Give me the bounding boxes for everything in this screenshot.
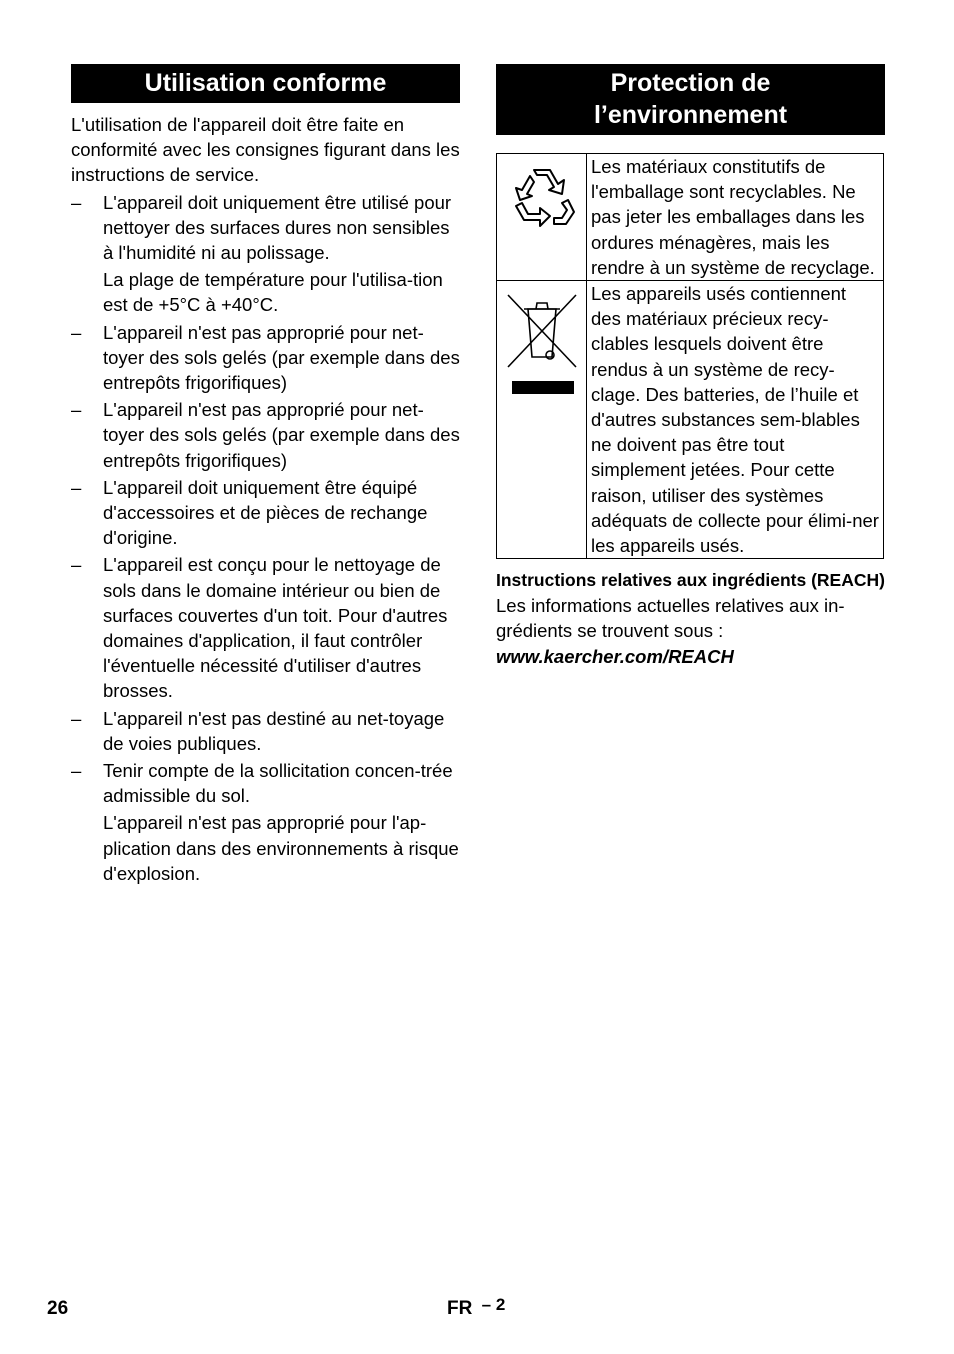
section-page-number: 2 <box>495 1295 506 1314</box>
table-cell-text: Les appareils usés contiennent des matériaux précieux recy-clables lesquels doivent être rendus à un système de recy-clage. Des batteries, de l’huile et d'autres substances sem-blables ne doivent pas être tout simplement jetées. Pour cette raison, utiliser des systèmes adéquats de collecte pour élimi-ner les appareils usés. <box>587 281 884 559</box>
environment-table <box>496 153 884 559</box>
usage-list <box>71 190 460 886</box>
list-item <box>71 190 460 318</box>
list-item <box>71 552 460 703</box>
list-item-text: L'appareil est conçu pour le nettoyage de sols dans le domaine intérieur ou bien de surfaces couvertes d'un toit. Pour d'autres domaines d'application, il faut contrôler l'éventuelle nécessité d'utiliser d'autres brosses. <box>103 554 448 702</box>
list-item <box>71 475 460 551</box>
table-row <box>497 154 884 281</box>
dash-bullet: – <box>71 707 82 729</box>
icon-cell <box>497 154 587 281</box>
dash-bullet: – <box>71 399 82 421</box>
reach-heading: Instructions relatives aux ingrédients (REACH) <box>496 570 885 591</box>
section-heading-intended-use: Utilisation conforme <box>71 64 460 103</box>
heading-line: l’environnement <box>593 101 788 129</box>
dash-bullet: – <box>71 191 82 213</box>
list-item-text: L'appareil n'est pas approprié pour net-toyer des sols gelés (par exemple dans des entrepôts frigorifiques) <box>103 321 460 394</box>
list-item <box>71 758 460 886</box>
table-cell-text: Les matériaux constitutifs de l'emballage sont recyclables. Ne pas jeter les emballages dans les ordures ménagères, mais les rendre à un système de recyclage. <box>587 154 884 281</box>
list-item-text: L'appareil doit uniquement être utilisé pour nettoyer des surfaces dures non sensibles à l'humidité ni au polissage. <box>103 191 452 264</box>
list-item-text: L'appareil n'est pas approprié pour net-toyer des sols gelés (par exemple dans des entrepôts frigorifiques) <box>103 399 460 471</box>
dash-bullet: – <box>71 554 82 576</box>
dash-bullet: – <box>71 760 82 782</box>
list-item <box>71 706 460 756</box>
list-item <box>71 397 460 473</box>
section-page-reference <box>447 1295 506 1320</box>
reach-link[interactable]: www.kaercher.com/REACH <box>496 645 734 667</box>
language-code: FR <box>447 1298 473 1319</box>
dash-bullet: – <box>71 476 82 498</box>
section-dash <box>482 1295 506 1314</box>
left-column <box>71 64 460 886</box>
dash-char: – <box>481 1295 492 1314</box>
table-row <box>497 281 884 559</box>
reach-paragraph: Les informations actuelles relatives aux in-grédients se trouvent sous : <box>496 595 845 642</box>
list-item-text: Tenir compte de la sollicitation concen-trée admissible du sol. <box>103 760 453 807</box>
list-item <box>71 320 460 396</box>
crossed-out-wheelie-bin-icon <box>504 287 580 399</box>
list-item-subtext: La plage de température pour l'utilisa-tion est de +5°C à +40°C. <box>103 269 443 316</box>
page-number: 26 <box>47 1298 69 1319</box>
section-heading-environment <box>496 64 885 135</box>
list-item-subtext: L'appareil n'est pas approprié pour l'ap-plication dans des environnements à risque d'explosion. <box>103 812 459 884</box>
heading-line: Protection de <box>610 69 771 97</box>
list-item-text: L'appareil n'est pas destiné au net-toyage de voies publiques. <box>103 707 445 754</box>
list-item-text: L'appareil doit uniquement être équipé d'accessoires et de pièces de rechange d'origine. <box>103 476 428 549</box>
right-column <box>496 64 885 669</box>
recycle-icon <box>504 160 580 236</box>
dash-bullet: – <box>71 321 82 343</box>
icon-cell <box>497 281 587 559</box>
intro-paragraph: L'utilisation de l'appareil doit être faite en conformité avec les consignes figurant dans les instructions de service. <box>71 114 460 186</box>
